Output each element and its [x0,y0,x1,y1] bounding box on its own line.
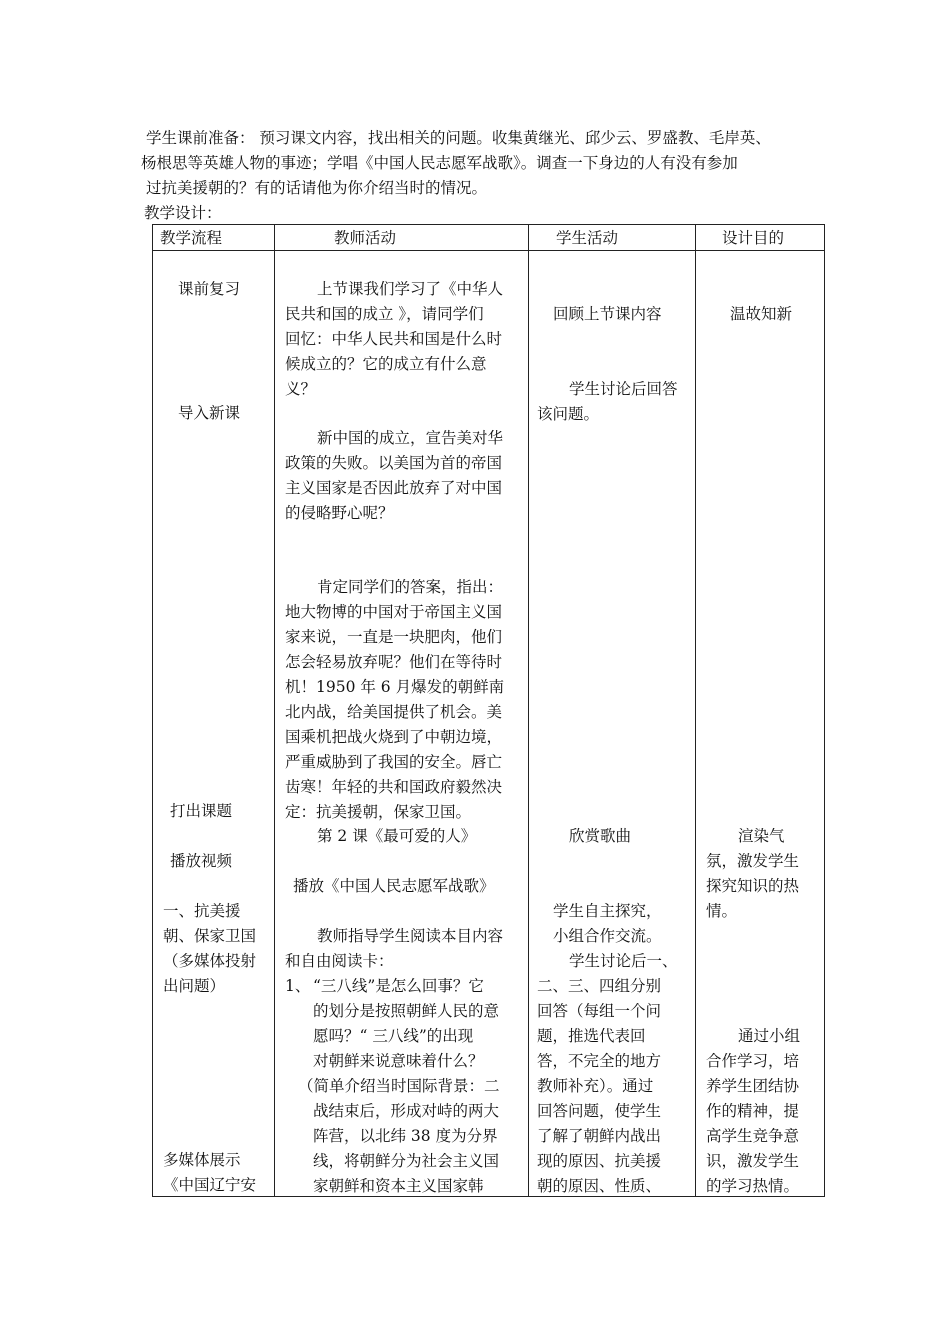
student-line: 回答（每组一个问 [537,1002,662,1020]
teacher-line: 上节课我们学习了《中华人 [317,280,504,298]
student-line: 回答问题，使学生 [537,1102,662,1120]
purpose-line: 作的精神，提 [706,1102,800,1120]
teacher-line: 国乘机把战火烧到了中朝边境， [285,728,503,746]
teacher-line: 地大物博的中国对于帝国主义国 [285,603,503,621]
student-line: 现的原因、抗美援 [537,1152,662,1170]
student-line: 答，不完全的地方 [537,1052,662,1070]
student-line: 教师补充）。通过 [537,1077,654,1095]
purpose-line: 氛，激发学生 [706,852,800,870]
flow-item: 朝、保家卫国 [163,927,257,945]
student-line: 欣赏歌曲 [569,827,632,845]
teacher-line: 民共和国的成立 》，请同学们 [285,305,484,323]
purpose-line: 识，激发学生 [706,1152,800,1170]
student-line: 朝的原因、性质、 [537,1177,662,1195]
teacher-line: 家来说，一直是一块肥肉，他们 [285,628,503,646]
purpose-line: 的学习热情。 [706,1177,800,1195]
teacher-line: 战结束后，形成对峙的两大 [313,1102,500,1120]
teacher-line: 政策的失败。以美国为首的帝国 [285,454,503,472]
teacher-line: 家朝鲜和资本主义国家韩 [313,1177,484,1195]
teacher-line: 齿寒！年轻的共和国政府毅然决 [285,778,503,796]
header-student: 学生活动 [556,229,619,247]
table-border-right [824,224,825,1197]
col-divider-1 [274,224,275,1197]
flow-item: （多媒体投射 [163,952,257,970]
teacher-line: 义？ [285,380,317,398]
teacher-line: 愿吗？“ 三八线”的出现 [313,1027,474,1045]
student-line: 回顾上节课内容 [553,305,662,323]
teacher-line: 严重威胁到了我国的安全。唇亡 [285,753,503,771]
purpose-line: 合作学习，培 [706,1052,800,1070]
flow-item: 播放视频 [170,852,233,870]
teacher-line: 和自由阅读卡： [285,952,394,970]
question-number: 1、 [285,977,311,995]
header-row-divider [152,250,825,251]
col-divider-2 [528,224,529,1197]
flow-item: 多媒体展示 [163,1151,241,1169]
purpose-line: 通过小组 [738,1027,801,1045]
teacher-line: 怎会轻易放弃呢？他们在等待时 [285,653,503,671]
student-line: 学生讨论后回答 [569,380,678,398]
col-divider-3 [695,224,696,1197]
lesson-title: 第 2 课《最可爱的人》 [317,827,477,845]
flow-item: 出问题） [163,977,226,995]
student-line: 题，推选代表回 [537,1027,646,1045]
prep-line-2: 杨根思等英雄人物的事迹；学唱《中国人民志愿军战歌》。调查一下身边的人有没有参加 [141,154,738,172]
teacher-line: 主义国家是否因此放弃了对中国 [285,479,503,497]
student-line: 学生讨论后一、 [569,952,678,970]
teacher-line: 线，将朝鲜分为社会主义国 [313,1152,500,1170]
student-line: 该问题。 [537,405,600,423]
purpose-line: 高学生竞争意 [706,1127,800,1145]
purpose-line: 渲染气 [738,827,785,845]
table-border-top [152,224,825,225]
teacher-line: 北内战，给美国提供了机会。美 [285,703,503,721]
teacher-line: 肯定同学们的答案，指出： [317,578,504,596]
flow-item: 课前复习 [178,280,241,298]
student-line: 学生自主探究， [553,902,662,920]
teacher-line: 的划分是按照朝鲜人民的意 [313,1002,500,1020]
header-flow: 教学流程 [160,229,223,247]
design-label: 教学设计： [144,204,222,222]
student-line: 小组合作交流。 [553,927,662,945]
teacher-line: 回忆：中华人民共和国是什么时 [285,330,503,348]
flow-item: 打出课题 [170,802,233,820]
student-line: 二、三、四组分别 [537,977,662,995]
purpose-line: 养学生团结协 [706,1077,800,1095]
purpose-line: 温故知新 [730,305,793,323]
flow-item: 导入新课 [178,404,241,422]
teacher-line: 新中国的成立，宣告美对华 [317,429,504,447]
teacher-line: 对朝鲜来说意味着什么？ [313,1052,484,1070]
teacher-line: （简单介绍当时国际背景：二 [298,1077,500,1095]
prep-line-3: 过抗美援朝的？有的话请他为你介绍当时的情况。 [146,179,488,197]
header-teacher: 教师活动 [334,229,397,247]
prep-line-1: 学生课前准备： 预习课文内容，找出相关的问题。收集黄继光、邱少云、罗盛教、毛岸英、 [146,129,771,147]
header-purpose: 设计目的 [722,229,785,247]
teacher-line: 阵营，以北纬 38 度为分界 [313,1127,498,1145]
teacher-line: “三八线”是怎么回事？它 [313,977,484,995]
teacher-line: 教师指导学生阅读本目内容 [317,927,504,945]
purpose-line: 探究知识的热 [706,877,800,895]
teacher-line: 候成立的？它的成立有什么意 [285,355,487,373]
teacher-line: 定：抗美援朝，保家卫国。 [285,803,472,821]
flow-item: 《中国辽宁安 [163,1176,257,1194]
table-border-bottom [152,1196,825,1197]
flow-item: 一、抗美援 [163,902,241,920]
purpose-line: 情。 [706,902,738,920]
teacher-line: 机！1950 年 6 月爆发的朝鲜南 [285,678,505,696]
teacher-line: 的侵略野心呢？ [285,504,394,522]
student-line: 了解了朝鲜内战出 [537,1127,662,1145]
teacher-line: 播放《中国人民志愿军战歌》 [293,877,495,895]
table-border-left [152,224,153,1197]
